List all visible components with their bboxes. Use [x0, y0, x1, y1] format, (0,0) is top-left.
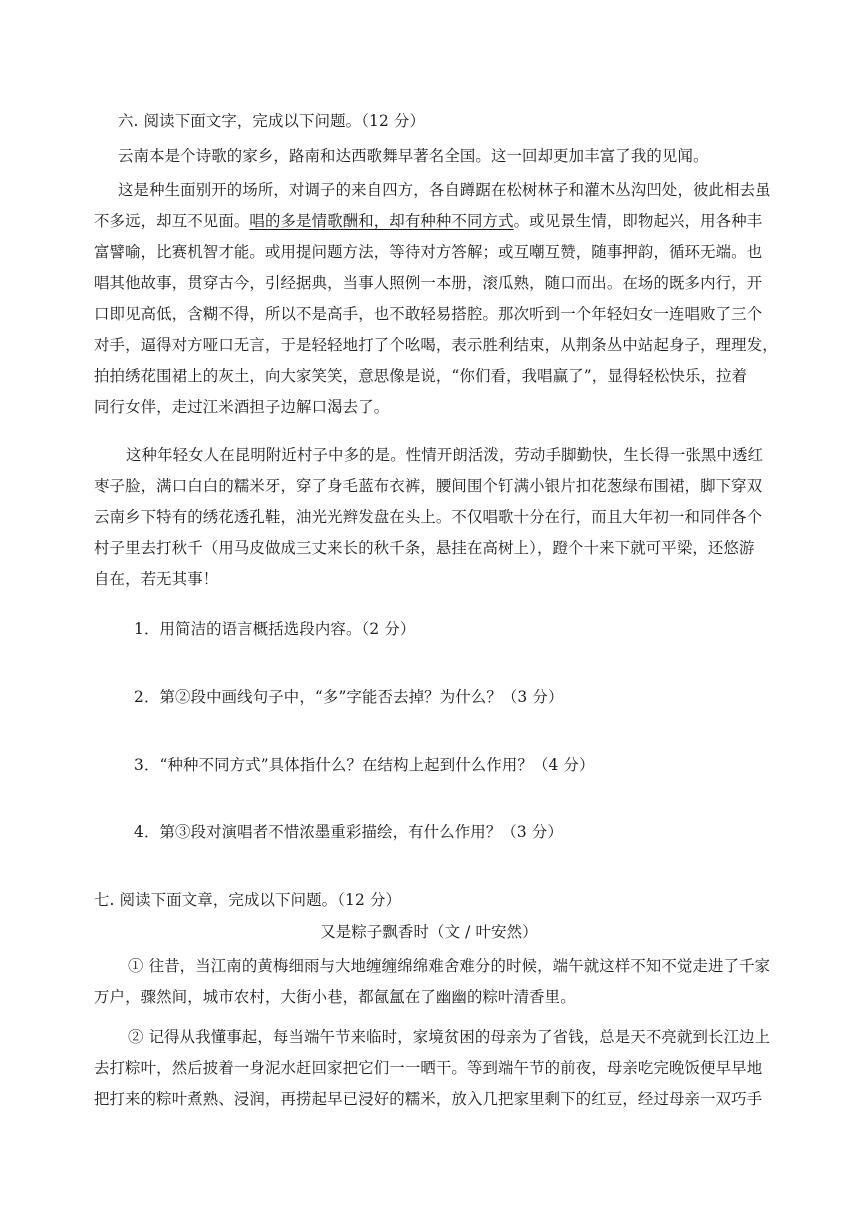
section-6-paragraph-3-line-4: 村子里去打秋千（用马皮做成三丈来长的秋千条，悬挂在高树上），蹬个十来下就可平梁，还悠游: [94, 539, 755, 557]
section-6-paragraph-2-line-6: 对手，逼得对方哑口无言，于是轻轻地打了个吆喝，表示胜利结束，从荆条丛中站起身子，理理发，: [94, 336, 778, 354]
article-paragraph-2-line-1: ② 记得从我懂事起，每当端午节来临时，家境贫困的母亲为了省钱，总是天不亮就到长江边上: [128, 1028, 771, 1046]
section-6-paragraph-3-line-1: 这种年轻女人在昆明附近村子中多的是。性情开朗活泼，劳动手脚勤快，生长得一张黑中透红: [126, 446, 764, 464]
section-6-paragraph-2-line-8: 同行女伴，走过江米酒担子边解口渴去了。: [94, 398, 390, 416]
article-paragraph-1-line-1: ① 往昔，当江南的黄梅细雨与大地缠缠绵绵难舍难分的时候，端午就这样不知不觉走进了千家: [128, 957, 771, 975]
question-1: 1．用简洁的语言概括选段内容。（2 分）: [134, 620, 416, 638]
section-6-paragraph-3-line-5: 自在，若无其事！: [94, 570, 219, 588]
section-6-paragraph-2-line-4: 唱其他故事，贯穿古今，引经据典，当事人照例一本册，滚瓜熟，随口而出。在场的既多内行，开: [94, 274, 763, 292]
article-paragraph-2-line-2: 去打粽叶，然后披着一身泥水赶回家把它们一一晒干。等到端午节的前夜，母亲吃完晚饭便早早地: [94, 1059, 763, 1077]
underlined-sentence: 唱的多是情歌酬和，却有种种不同方式: [249, 212, 514, 230]
question-2: 2．第②段中画线句子中，“多”字能否去掉？为什么？（3 分）: [134, 688, 564, 706]
section-7-heading: 七. 阅读下面文章，完成以下问题。（12 分）: [94, 891, 402, 909]
article-paragraph-1-line-2: 万户，骤然间，城市农村，大街小巷，都氤氲在了幽幽的粽叶清香里。: [94, 988, 576, 1006]
section-6-paragraph-1: 云南本是个诗歌的家乡，路南和达西歌舞早著名全国。这一回却更加丰富了我的见闻。: [118, 147, 709, 165]
section-6-paragraph-2-line-7: 拍拍绣花围裙上的灰土，向大家笑笑，意思像是说，“你们看，我唱赢了”，显得轻松快乐，拉着: [94, 367, 748, 385]
section-6-paragraph-3-line-2: 枣子脸，满口白白的糯米牙，穿了身毛蓝布衣裤，腰间围个钉满小银片扣花葱绿布围裙，脚下穿双: [94, 477, 763, 495]
question-3: 3．“种种不同方式”具体指什么？在结构上起到什么作用？（4 分）: [134, 756, 595, 774]
section-6-paragraph-2-line-1: 这是种生面别开的场所，对调子的来自四方，各自蹲踞在松树林子和灌木丛沟凹处，彼此相去虽: [118, 181, 771, 199]
section-6-paragraph-2-line-2: [94, 209, 762, 231]
paragraph-2-text-post: 。或见景生情，即物起兴，用各种丰: [513, 212, 763, 230]
section-6-paragraph-2-line-3: 富譬喻，比赛机智才能。或用提问题方法，等待对方答解；或互嘲互赞，随事押韵，循环无端。也: [94, 243, 763, 261]
section-6-heading: 六. 阅读下面文字，完成以下问题。（12 分）: [118, 112, 426, 130]
section-6-paragraph-3-line-3: 云南乡下特有的绣花透孔鞋，油光光辫发盘在头上。不仅唱歌十分在行，而且大年初一和同伴各个: [94, 508, 763, 526]
paragraph-2-text-pre: 不多远，却互不见面。: [94, 212, 250, 230]
article-title: 又是粽子飘香时（文 / 叶安然）: [320, 923, 538, 941]
article-paragraph-2-line-3: 把打来的粽叶煮熟、浸润，再捞起早已浸好的糯米，放入几把家里剩下的红豆，经过母亲一双巧手: [94, 1090, 763, 1108]
section-6-paragraph-2-line-5: 口即见高低，含糊不得，所以不是高手，也不敢轻易搭腔。那次听到一个年轻妇女一连唱败了三个: [94, 305, 763, 323]
question-4: 4．第③段对演唱者不惜浓墨重彩描绘，有什么作用？（3 分）: [134, 823, 563, 841]
